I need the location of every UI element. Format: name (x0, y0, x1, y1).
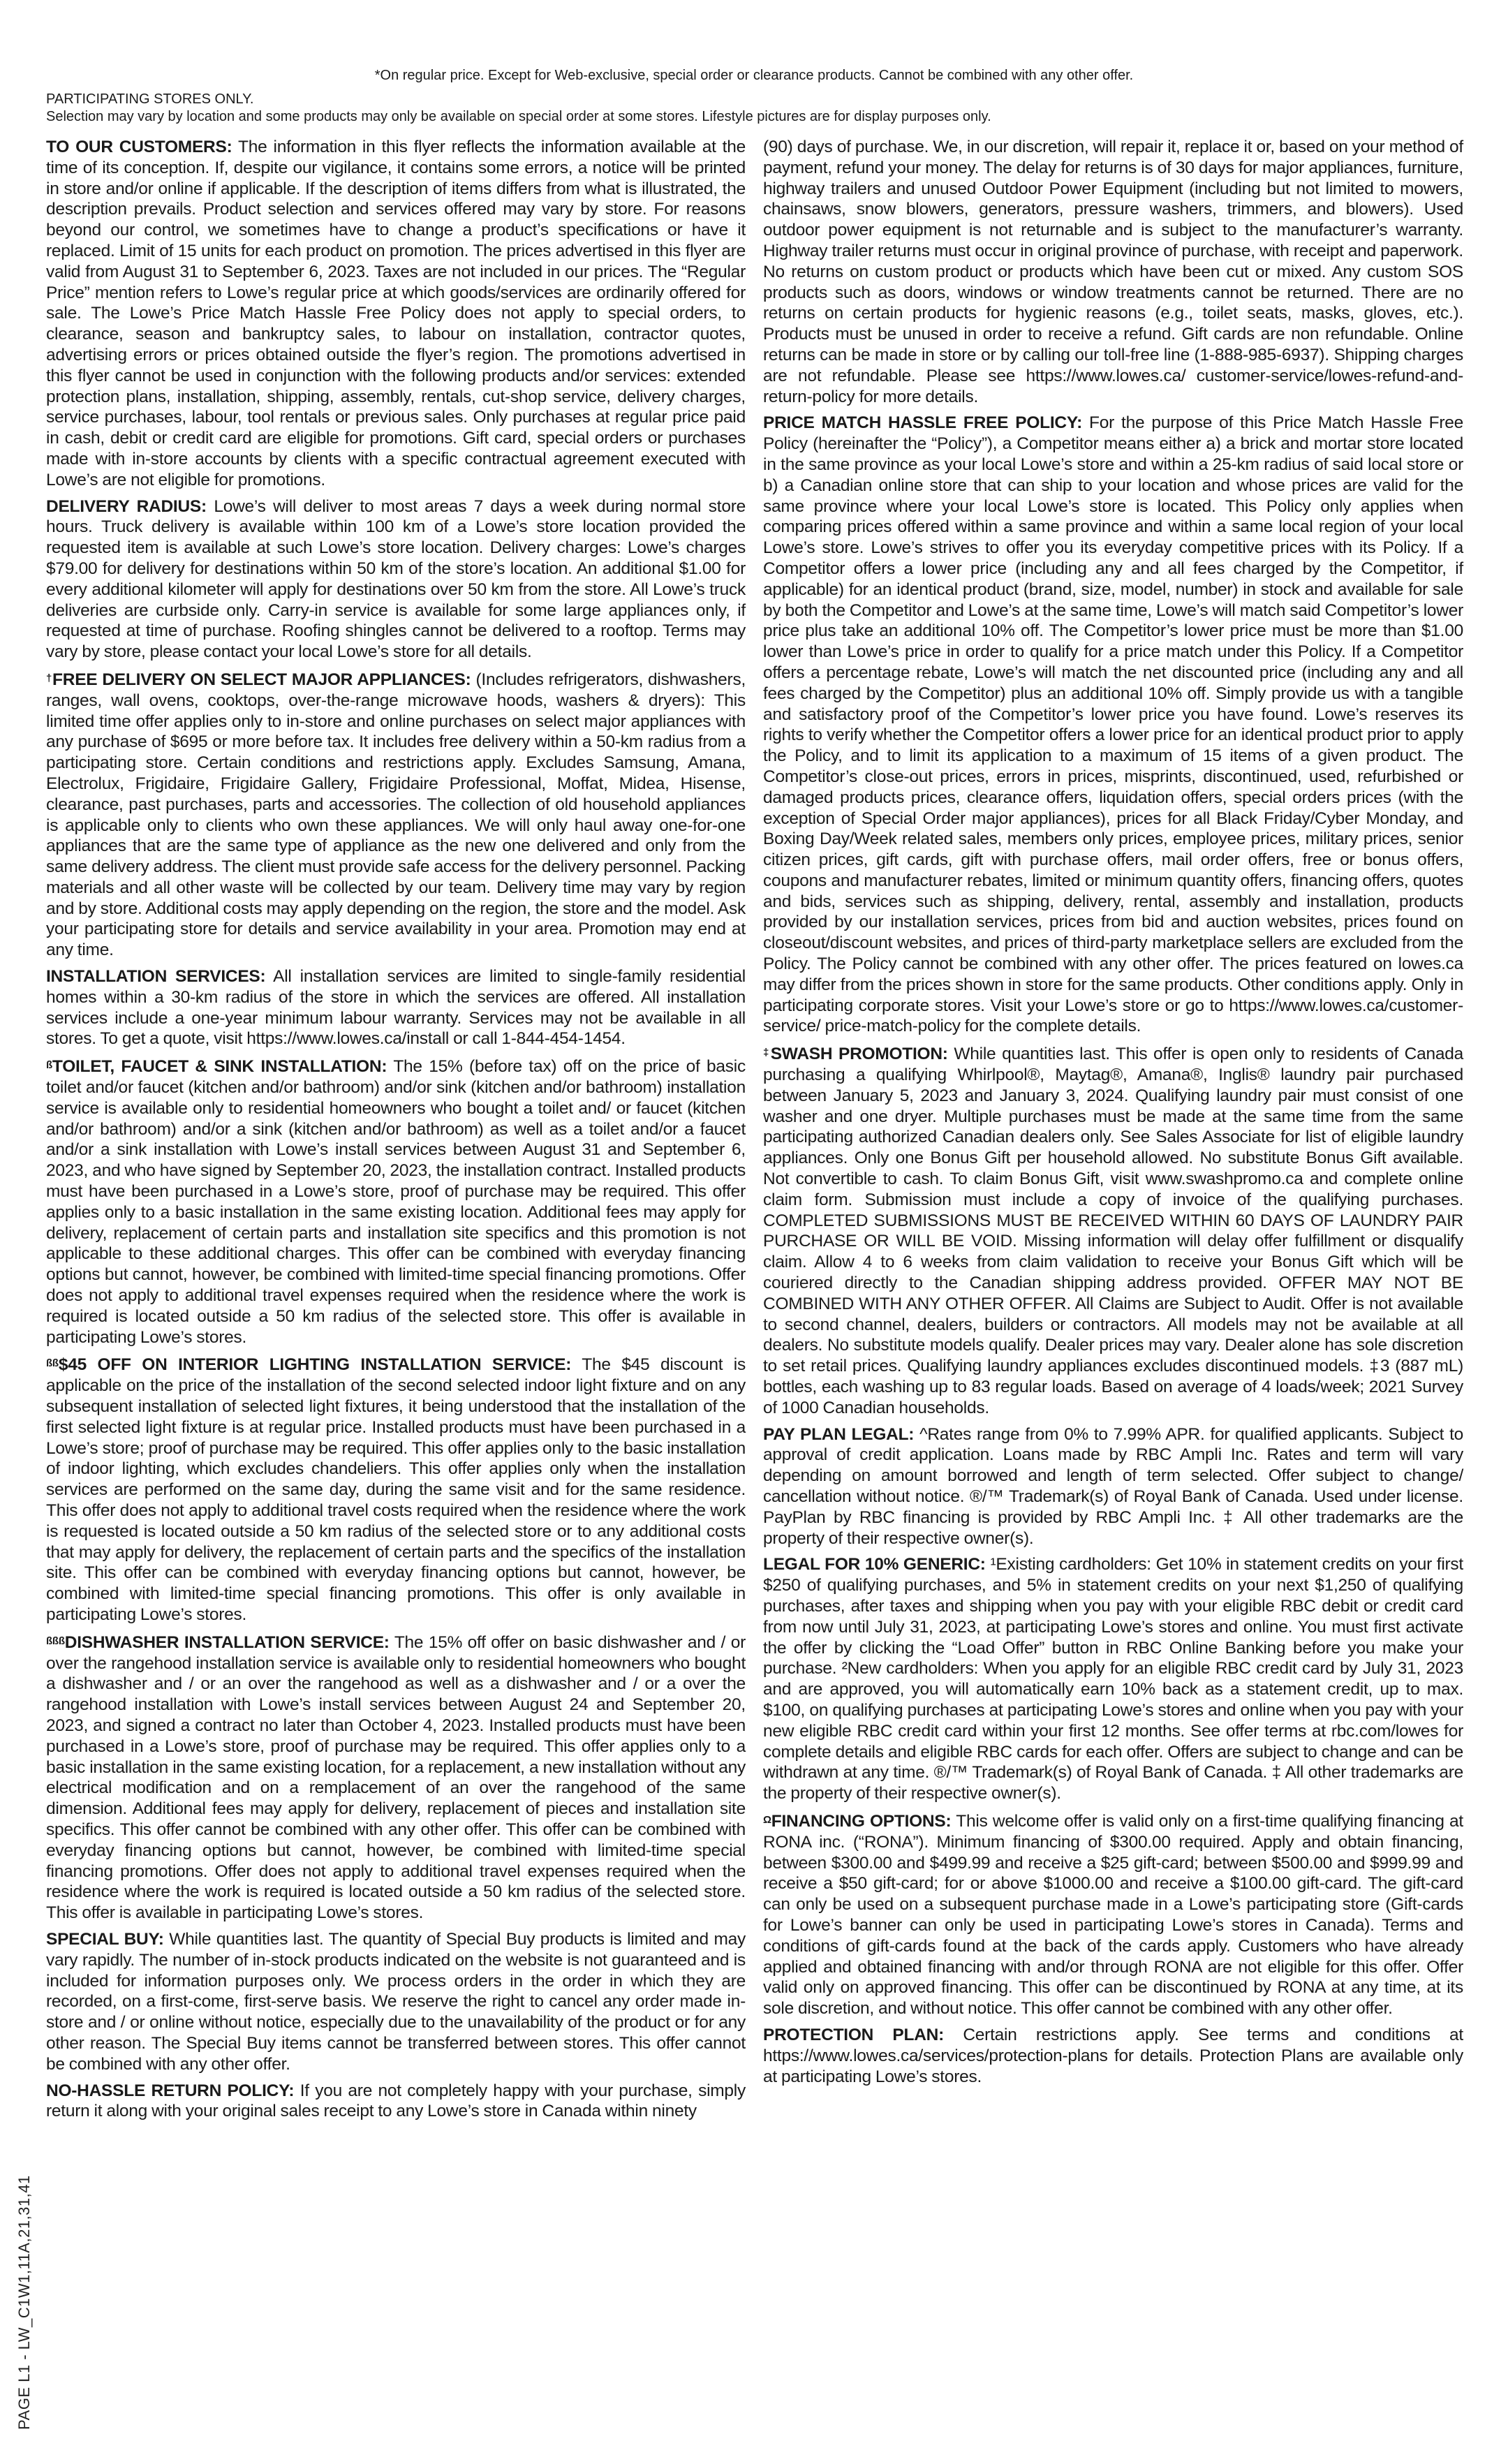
section-heading: PAY PLAN LEGAL: (763, 1424, 915, 1444)
footnote-symbol: † (46, 672, 53, 684)
footnote-symbol: ‡ (763, 1047, 771, 1059)
section-text: While quantities last. This offer is open only to residents of Canada purchasing a qualifying Whirlpool®, Maytag®, Amana®, Inglis® laundry pair purchased between January 5, 2023 and January 3, 2024. Qualifying laundry pair must consist of one washer and one dryer. Multiple purchases must be made at the same time from the same participating authorized Canadian dealers only. See Sales Associate for list of eligible laundry appliances. Only one Bonus Gift per household allowed. No substitute Bonus Gift available. Not convertible to cash. To claim Bonus Gift, visit www.swashpromo.ca and complete online claim form. Submission must include a copy of invoice of the qualifying purchases. COMPLETED SUBMISSIONS MUST BE RECEIVED WITHIN 60 DAYS OF LAUNDRY PAIR PURCHASE OR WILL BE VOID. Missing information will delay offer fulfillment or disqualify claim. Allow 4 to 6 weeks from claim validation to receive your Bonus Gift which will be couriered directly to the Canadian shipping address provided. OFFER MAY NOT BE COMBINED WITH ANY OTHER OFFER. All Claims are Subject to Audit. Offer is not available to second channel, dealers, builders or contractors. All models may not be available at all dealers. No substitute models qualify. Dealer prices may vary. Dealer alone has sole discretion to set retail prices. Qualifying laundry appliances excludes discontinued models. ‡3 (887 mL) bottles, each washing up to 83 regular loads. Based on average of 4 loads/week; 2021 Survey of 1000 Canadian households. (763, 1045, 1463, 1417)
legal-column-left (46, 137, 746, 2127)
footnote-symbol: ßß (46, 1357, 59, 1370)
legal-paragraph (46, 1929, 746, 2075)
section-text: The 15% off offer on basic dishwasher and / or over the rangehood installation service is available only to residential homeowners who bought a dishwasher and / or an over the rangehood as well as a dishwasher and / or a over the rangehood installation with Lowe’s install services between August 24 and September 20, 2023, and signed a contract no later than October 4, 2023. Installed products must have been purchased in a Lowe’s store, proof of purchase may be required. This offer applies only to a basic installation in the same existing location, for a replacement, a new installation without any electrical modification and on a remplacement of an over the rangehood of the same dimension. Additional fees may apply for delivery, replacement of pieces and installation site specifics. This offer cannot be combined with any other offer. This offer can be combined with everyday financing options but cannot, however, be combined with limited-time special financing promotions. Offer does not apply to additional travel expenses required when the residence where the work is required is located outside a 50 km radius of the selected store. This offer is available in participating Lowe’s stores. (46, 1632, 746, 1923)
legal-paragraph (763, 2025, 1463, 2087)
section-text: Certain restrictions apply. See terms and conditions at https://www.lowes.ca/services/protection-plans for details. Protection Plans are available only at participating Lowe’s stores. (763, 2025, 1463, 2086)
legal-paragraph (763, 413, 1463, 1037)
legal-paragraph (763, 1042, 1463, 1418)
section-text: While quantities last. The quantity of Special Buy products is limited and may vary rapidly. The number of in-stock products indicated on the website is not guaranteed and is included for information purposes only. We process orders in the order in which they are recorded, on a first-come, first-serve basis. We reserve the right to cancel any order made in-store and / or online without notice, especially due to the unavailability of the product or for any other reason. The Special Buy items cannot be transferred between stores. This offer cannot be combined with any other offer. (46, 1929, 746, 2074)
footnote-symbol: Ω (763, 1813, 771, 1826)
legal-paragraph (46, 137, 746, 491)
section-heading: FREE DELIVERY ON SELECT MAJOR APPLIANCES: (52, 670, 471, 689)
legal-paragraph (46, 966, 746, 1049)
section-heading: PROTECTION PLAN: (763, 2025, 945, 2044)
section-heading: SWASH PROMOTION: (770, 1045, 948, 1064)
section-heading: LEGAL FOR 10% GENERIC: (763, 1555, 986, 1574)
section-heading: INSTALLATION SERVICES: (46, 967, 266, 987)
section-heading: DELIVERY RADIUS: (46, 496, 207, 516)
section-heading: $45 OFF ON INTERIOR LIGHTING INSTALLATION SERVICE: (58, 1355, 572, 1375)
legal-paragraph (46, 2081, 746, 2123)
section-heading: DISHWASHER INSTALLATION SERVICE: (64, 1632, 390, 1652)
section-heading: NO-HASSLE RETURN POLICY: (46, 2081, 295, 2100)
section-text: This welcome offer is valid only on a first-time qualifying financing at RONA inc. (“RONA”). Minimum financing of $300.00 required. Apply and obtain financing, between $300.00 and $499.99 and receive a $25 gift-card; between $500.00 and $999.99 and receive a $50 gift-card; for or above $1000.00 and receive a $100.00 gift-card. The gift-card can only be used on a subsequent purchase made in a Lowe’s participating store (Gift-cards for Lowe’s banner can only be used in participating Lowe’s stores in Canada). Terms and conditions of gift-cards found at the back of the cards apply. Customers who have already applied and obtained financing with and/or through RONA are not eligible for this offer. Offer valid only on approved financing. This offer can be discontinued by RONA at any time, at its sole discretion, and without notice. This offer cannot be combined with any other offer. (763, 1811, 1463, 2019)
section-text: The information in this flyer reflects the information available at the time of its conception. If, despite our vigilance, it contains some errors, a notice will be printed in store and/or online if applicable. If the description of items differs from what is illustrated, the description prevails. Product selection and services offered may vary by store. For reasons beyond our control, we sometimes have to change a product’s specifications or have it replaced. Limit of 15 units for each product on promotion. The prices advertised in this flyer are valid from August 31 to September 6, 2023. Taxes are not included in our prices. The “Regular Price” mention refers to Lowe’s regular price at which goods/services are ordinarily offered for sale. The Lowe’s Price Match Hassle Free Policy does not apply to special orders, to clearance, season and bankruptcy sales, to labour on installation, contractor quotes, advertising errors or prices obtained outside the flyer’s region. The promotions advertised in this flyer cannot be used in conjunction with the following products and/or services: extended protection plans, installation, shipping, assembly, rentals, cut-shop service, delivery charges, service purchases, labour, tool rentals or previous sales. Only purchases at regular price paid in cash, debit or credit card are eligible for promotions. Gift card, special orders or purchases made with in-store accounts by clients with a specific contractual agreement executed with Lowe’s are not eligible for promotions. (46, 138, 746, 489)
section-text: (Includes refrigerators, dishwashers, ranges, wall ovens, cooktops, over-the-range microwave hoods, washers & dryers): This limited time offer applies only to in-store and online purchases on select major appliances with any purchase of $695 or more before tax. It includes free delivery within a 50-km radius from a participating store. Certain conditions and restrictions apply. Excludes Samsung, Amana, Electrolux, Frigidaire, Frigidaire Gallery, Frigidaire Professional, Moffat, Midea, Hisense, clearance, past purchases, parts and accessories. The collection of old household appliances is applicable only to clients who own these appliances. We will only haul away one-for-one appliances that are the same type of appliance as the new one delivered and only from the same delivery address. The client must provide safe access for the delivery personnel. Packing materials and all other waste will be collected by our team. Delivery time may vary by region and by store. Additional costs may apply depending on the region, the store and the model. Ask your participating store for details and service availability in your area. Promotion may end at any time. (46, 670, 746, 960)
legal-paragraph (46, 1353, 746, 1625)
legal-paragraph (46, 496, 746, 663)
section-heading: PRICE MATCH HASSLE FREE POLICY: (763, 413, 1083, 433)
section-heading: SPECIAL BUY: (46, 1929, 164, 1949)
participating-stores-note: PARTICIPATING STORES ONLY. (46, 91, 254, 107)
legal-paragraph (46, 1631, 746, 1924)
legal-column-right (763, 137, 1463, 2093)
section-text: ¹Existing cardholders: Get 10% in statement credits on your first $250 of qualifying purchases, and 5% in statement credits on your next $1,250 of qualifying purchases, after taxes and shipping when you pay with your eligible RBC debit or credit card from now until July 31, 2023, at participating Lowe’s stores and online. You must first activate the offer by clicking the “Load Offer” button in RBC Online Banking before you make your purchase. ²New cardholders: When you apply for an eligible RBC credit card by July 31, 2023 and are approved, you will automatically earn 10% back as a statement credit, up to max. $100, on qualifying purchases at participating Lowe’s stores and online when you pay with your new eligible RBC credit card within your first 12 months. See offer terms at rbc.com/lowes for complete details and eligible RBC cards for each offer. Offers are subject to change and can be withdrawn at any time. ®/™ Trademark(s) of Royal Bank of Canada. ‡ All other trademarks are the property of their respective owner(s). (763, 1555, 1463, 1803)
section-text: Lowe’s will deliver to most areas 7 days a week during normal store hours. Truck delivery is available within 100 km of a Lowe’s store location provided the requested item is available at such Lowe’s store location. Delivery charges: Lowe’s charges $79.00 for delivery for destinations within 50 km of the store’s location. An additional $1.00 for every additional kilometer will apply for destinations over 50 km from the store. All Lowe’s truck deliveries are curbside only. Carry-in service is available for some large appliances only, if requested at time of purchase. Roofing shingles cannot be delivered to a rooftop. Terms may vary by store, please contact your local Lowe’s store for all details. (46, 496, 746, 662)
legal-paragraph (763, 137, 1463, 407)
section-text: The 15% (before tax) off on the price of basic toilet and/or faucet (kitchen and/or bathroom) and/or sink (kitchen and/or bathroom) installation service is available only to residential homeowners who bought a toilet and/ or faucet (kitchen and/or bathroom) and/or a sink (kitchen and/or bathroom) as well as a toilet and/or a faucet and/or a sink installation with Lowe’s install services between August 31 and September 6, 2023, and who have signed by September 20, 2023, the installation contract. Installed products must have been purchased in a Lowe’s store, proof of purchase may be required. This offer applies only to a basic installation in the same existing location. Additional fees may apply for delivery, replacement of certain parts and installation site specifics and this promotion is not applicable to these additional charges. This offer can be combined with everyday financing options but cannot, however, be combined with limited-time special financing promotions. Offer does not apply to additional travel expenses required when the residence where the work is required is located outside a 50 km radius of the selected store. This offer is available in participating Lowe’s stores. (46, 1057, 746, 1347)
selection-note: Selection may vary by location and some products may only be available on special order at some stores. Lifestyle pictures are for display purposes only. (46, 109, 991, 124)
section-text: ^Rates range from 0% to 7.99% APR. for qualified applicants. Subject to approval of credit application. Loans made by RBC Ampli Inc. Rates and term will vary depending on amount borrowed and length of term selected. Offer subject to change/ cancellation without notice. ®/™ Trademark(s) of Royal Bank of Canada. Used under license. PayPlan by RBC financing is provided by RBC Ampli Inc. ‡ All other trademarks are the property of their respective owner(s). (763, 1424, 1463, 1548)
section-text: (90) days of purchase. We, in our discretion, will repair it, replace it or, based on your method of payment, refund your money. The delay for returns is of 30 days for major appliances, furniture, highway trailers and unused Outdoor Power Equipment (including but not limited to mowers, chainsaws, snow blowers, generators, pressure washers, trimmers, and blowers). Used outdoor power equipment is not returnable and is subject to the manufacturer’s warranty. Highway trailer returns must occur in original province of purchase, with receipt and paperwork. No returns on custom product or products which have been cut or mixed. Any custom SOS products such as doors, windows or window treatments cannot be returned. There are no returns on certain products for hygienic reasons (e.g., toilet seats, masks, gloves, etc.). Products must be unused in order to receive a refund. Gift cards are non refundable. Online returns can be made in store or by calling our toll-free line (1-888-985-6937). Shipping charges are not refundable. Please see https://www.lowes.ca/ customer-service/lowes-refund-and-return-policy for more details. (763, 138, 1463, 406)
legal-paragraph (46, 1055, 746, 1348)
section-heading: TOILET, FAUCET & SINK INSTALLATION: (52, 1057, 387, 1077)
section-text: If you are not completely happy with your purchase, simply return it along with your original sales receipt to any Lowe’s store in Canada within ninety (46, 2081, 746, 2121)
section-text: All installation services are limited to single-family residential homes within a 30-km radius of the store in which the services are offered. All installation services include a one-year minimum labour warranty. Services may not be available in all stores. To get a quote, visit https://www.lowes.ca/install or call 1-844-454-1454. (46, 967, 746, 1049)
footnote-symbol: ß (46, 1059, 52, 1072)
header-disclaimer (46, 91, 1463, 126)
footnote-symbol: ßßß (46, 1635, 65, 1647)
section-text: The $45 discount is applicable on the price of the installation of the second selected indoor light fixture and on any subsequent installation of selected light fixtures, it being understood that the installation of the first selected light fixture is at regular price. Installed products must have been purchased in a Lowe’s store; proof of purchase may be required. This offer applies only to the basic installation of indoor lighting, which excludes chandeliers. This offer applies only when the installation services are performed on the same day, during the same visit and for the same residence. This offer does not apply to additional travel costs required when the residence where the work is requested is located outside a 50 km radius of the selected store or to any additional costs that may apply for delivery, the replacement of certain parts and the specifics of the installation site. This offer can be combined with everyday financing options but cannot, however, be combined with limited-time special financing promotions. This offer is only available in participating Lowe’s stores. (46, 1355, 746, 1624)
section-heading: TO OUR CUSTOMERS: (46, 138, 232, 156)
legal-paragraph (763, 1424, 1463, 1549)
page-code: PAGE L1 - LW_C1W1,11A,21,31,41 (15, 2175, 33, 2430)
section-heading: FINANCING OPTIONS: (771, 1811, 952, 1831)
header-note: *On regular price. Except for Web-exclusive, special order or clearance products. Cannot be combined with any other offer. (374, 68, 1134, 83)
legal-paragraph (763, 1810, 1463, 2019)
legal-paragraph (763, 1554, 1463, 1804)
section-text: For the purpose of this Price Match Hassle Free Policy (hereinafter the “Policy”), a Competitor means either a) a brick and mortar store located in the same province as your local Lowe’s store and within a 25-km radius of said local store or b) a Canadian online store that can ship to your location and whose prices are valid for the same province where your local Lowe’s store is located. This Policy only applies when comparing prices offered within a same province and within a same local region of your local Lowe’s store. Lowe’s strives to offer you its everyday competitive prices with its Policy. If a Competitor offers a lower price (including any and all fees charged by the Competitor, if applicable) for an identical product (brand, size, model, number) in stock and available for sale by both the Competitor and Lowe’s at the same time, Lowe’s will match said Competitor’s lower price plus take an additional 10% off. The Competitor’s lower price must be more than $1.00 lower than Lowe’s price in order to qualify for a price match under this Policy. If a Competitor offers a percentage rebate, Lowe’s will match the net discounted price (including any and all fees charged by the Competitor) plus an additional 10% off. Simply provide us with a tangible and satisfactory proof of the Competitor’s lower price you have found. Lowe’s reserves its rights to verify whether the Competitor offers a lower price for an identical product prior to apply the Policy, and to limit its application to a maximum of 15 items of a given product. The Competitor’s close-out prices, errors in prices, misprints, discontinued, used, refurbished or damaged products prices, clearance offers, liquidation offers, special orders prices (with the exception of Special Order major appliances), prices for all Black Friday/Cyber Monday, and Boxing Day/Week related sales, members only prices, employee prices, military prices, senior citizen prices, gift cards, gift with purchase offers, mail order offers, free or bonus offers, coupons and manufacturer rebates, limited or minimum quantity offers, financing offers, quotes and bids, services such as shipping, delivery, rental, assembly and installation, products provided by our installation services, prices from bid and auction websites, prices found on closeout/discount websites, and prices of third-party marketplace sellers are excluded from the Policy. The Policy cannot be combined with any other offer. The prices featured on lowes.ca may differ from the prices shown in store for the same products. Other conditions apply. Only in participating corporate stores. Visit your Lowe’s store or go to https://www.lowes.ca/customer-service/ price-match-policy for the complete details. (763, 413, 1463, 1036)
legal-paragraph (46, 668, 746, 961)
